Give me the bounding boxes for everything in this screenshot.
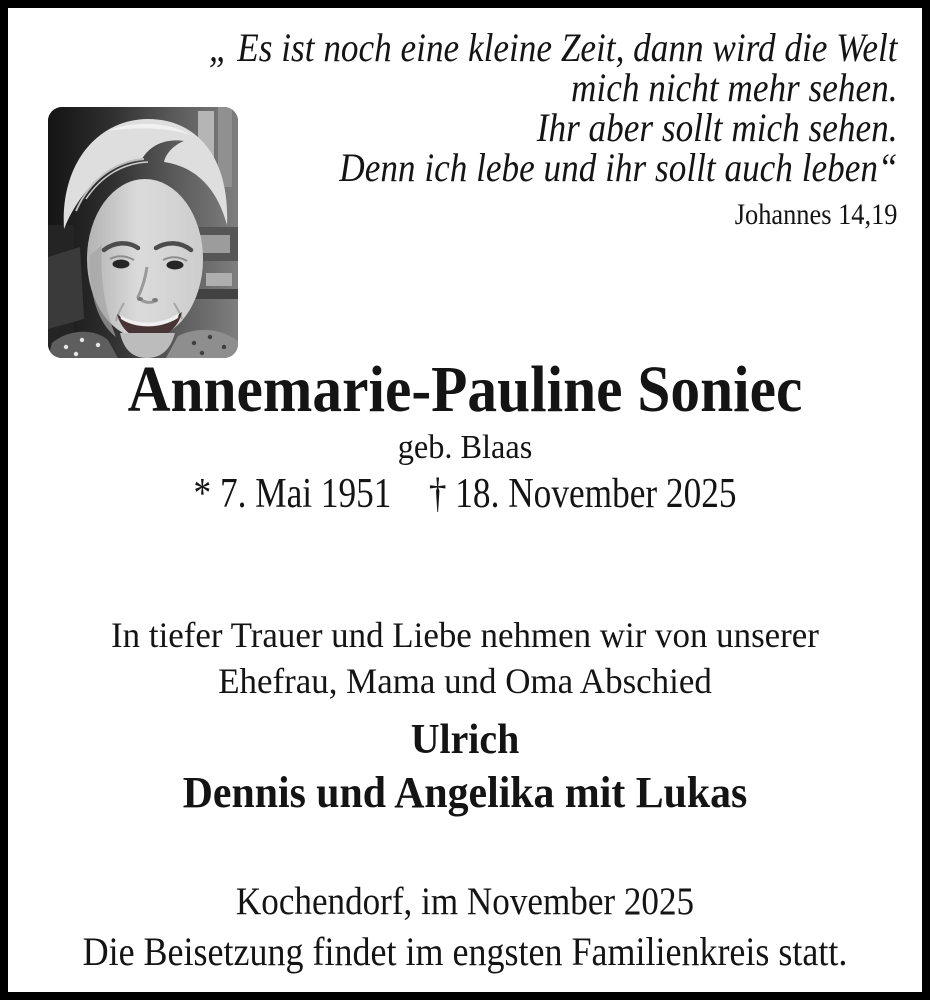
mourner-name: Dennis und Angelika mit Lukas bbox=[182, 768, 748, 817]
birth-name: geb. Blaas bbox=[397, 429, 533, 466]
quote-line: Ihr aber sollt mich sehen. bbox=[536, 105, 897, 150]
place-date: Kochendorf, im November 2025 bbox=[235, 880, 695, 923]
farewell-message bbox=[22, 612, 909, 704]
deceased-name: Annemarie-Pauline Soniec bbox=[127, 353, 803, 426]
birth-date: * 7. Mai 1951 bbox=[193, 471, 392, 517]
quote-line: Denn ich lebe und ihr sollt auch leben“ bbox=[338, 145, 897, 190]
portrait-photo-art bbox=[48, 107, 238, 358]
farewell-message-line: In tiefer Trauer und Liebe nehmen wir von unserer bbox=[111, 615, 819, 655]
funeral-notice: Die Beisetzung findet im engsten Familienkreis statt. bbox=[82, 929, 848, 974]
death-date: † 18. November 2025 bbox=[428, 471, 737, 517]
quote-source: Johannes 14,19 bbox=[734, 198, 897, 231]
mourner-name: Ulrich bbox=[410, 717, 520, 763]
life-dates bbox=[81, 469, 849, 519]
quote-line: mich nicht mehr sehen. bbox=[570, 65, 897, 110]
farewell-message-line: Ehefrau, Mama und Oma Abschied bbox=[218, 661, 712, 701]
quote-line: „ Es ist noch eine kleine Zeit, dann wird die Welt bbox=[208, 25, 897, 70]
quote-block bbox=[208, 25, 897, 232]
portrait-photo bbox=[48, 107, 238, 358]
